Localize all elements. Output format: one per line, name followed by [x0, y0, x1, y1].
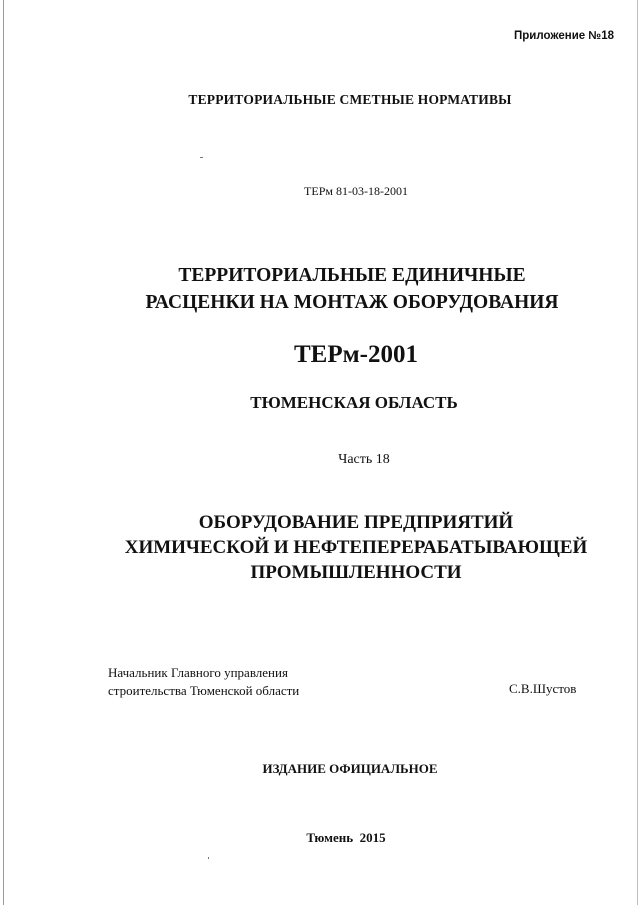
collection-code: ТЕРм-2001 [294, 341, 418, 368]
equipment-title-line-2: ХИМИЧЕСКОЙ И НЕФТЕПЕРЕРАБАТЫВАЮЩЕЙ [124, 537, 588, 558]
signer-position-line-2: строительства Тюменской области [108, 683, 300, 698]
equipment-title [36, 510, 640, 585]
series-title: ТЕРРИТОРИАЛЬНЫЕ СМЕТНЫЕ НОРМАТИВЫ [188, 92, 512, 107]
main-title-line-2: РАСЦЕНКИ НА МОНТАЖ ОБОРУДОВАНИЯ [145, 292, 559, 313]
region-title: ТЮМЕНСКАЯ ОБЛАСТЬ [250, 393, 458, 412]
city-year: Тюмень 2015 [306, 830, 386, 845]
edition-label: ИЗДАНИЕ ОФИЦИАЛЬНОЕ [262, 761, 438, 776]
equipment-title-line-3: ПРОМЫШЛЕННОСТИ [250, 562, 462, 583]
signer-name: С.В.Шустов [509, 681, 577, 696]
signer-position-line-1: Начальник Главного управления [108, 665, 288, 680]
appendix-label: Приложение №18 [513, 30, 614, 42]
main-title [32, 262, 640, 316]
equipment-title-line-1: ОБОРУДОВАНИЕ ПРЕДПРИЯТИЙ [198, 512, 514, 533]
part-number: Часть 18 [338, 452, 390, 467]
scan-edge-left [3, 0, 4, 905]
signer-position [108, 664, 299, 700]
scan-speck [200, 157, 203, 158]
scan-speck [208, 857, 209, 859]
main-title-line-1: ТЕРРИТОРИАЛЬНЫЕ ЕДИНИЧНЫЕ [178, 265, 526, 286]
document-code: ТЕРм 81-03-18-2001 [304, 184, 408, 198]
